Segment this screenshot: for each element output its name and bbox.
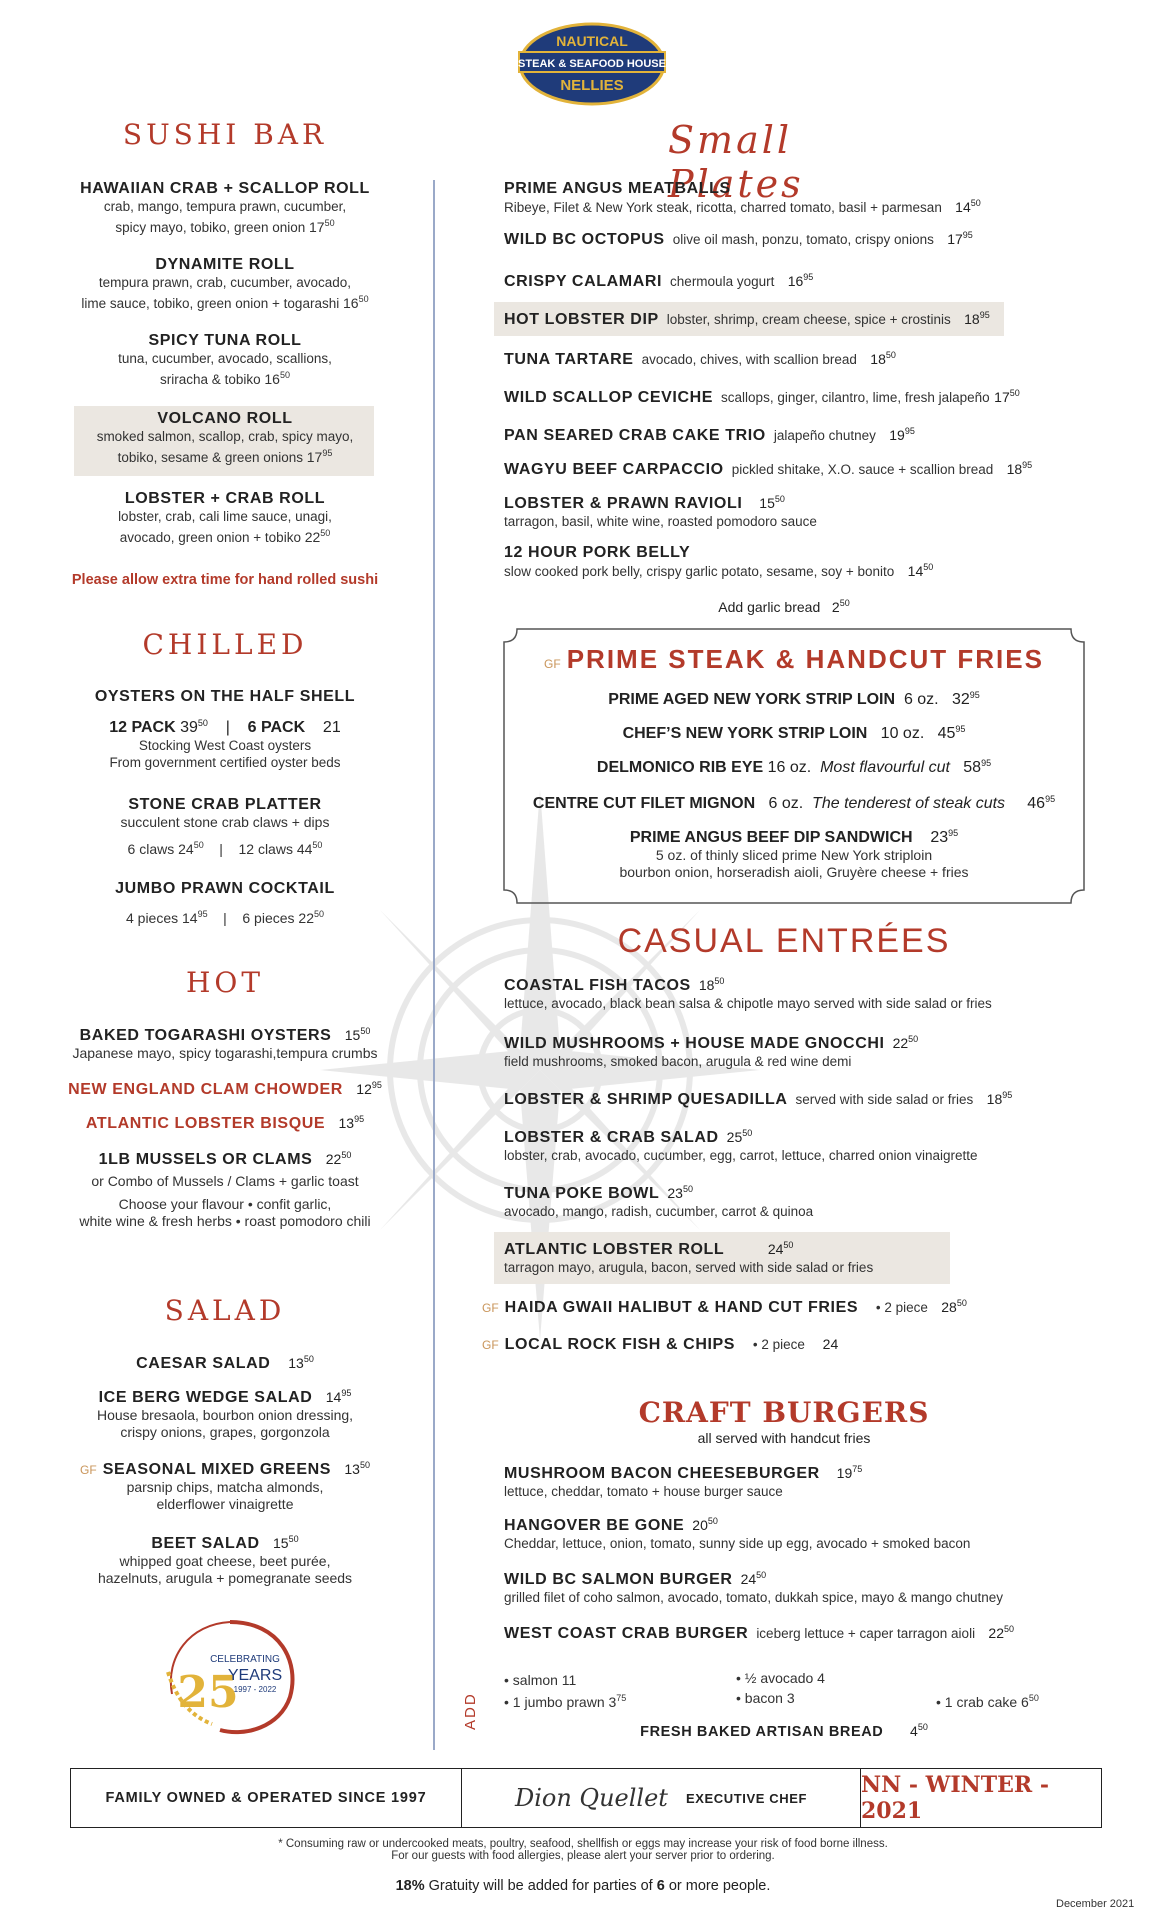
item-price: 24 [767,1241,784,1257]
item-name: LOBSTER & PRAWN RAVIOLI [504,495,743,512]
item-desc: field mushrooms, smoked bacon, arugula & red wine demi [504,1054,852,1069]
item-desc: From government certified oyster beds [109,755,341,770]
item-desc: lobster, shrimp, cream cheese, spice + crostinis [666,312,951,327]
item-cents: 95 [371,1080,382,1090]
addon-prawn-cents: 75 [616,1693,627,1703]
salad-item [40,1534,410,1587]
item-cents: 50 [707,1516,718,1526]
pack6-label: 6 PACK [247,719,306,736]
small-plate-item [504,544,1064,581]
item-cents: 95 [803,272,814,282]
item-name: WAGYU BEEF CARPACCIO [504,461,724,478]
item-desc: avocado, chives, with scallion bread [641,352,857,367]
item-cents: 50 [742,1128,753,1138]
small-plate-item [504,350,1064,369]
item-name: CHEF’S NEW YORK STRIP LOIN [622,725,868,742]
sushi-item [40,256,410,312]
item-cents: 50 [358,294,369,304]
item-desc: House bresaola, bourbon onion dressing, [96,1407,354,1423]
item-desc: smoked salmon, scallop, crab, spicy mayo, [96,429,354,444]
item-name: WILD SCALLOP CEVICHE [504,389,714,406]
chilled-heading: CHILLED [142,628,308,661]
salad-item [40,1460,410,1513]
item-desc: tobiko, sesame & green onions [117,450,303,465]
steak-box [503,628,1085,904]
item-name: DYNAMITE ROLL [155,256,295,273]
burgers-subheading: all served with handcut fries [697,1430,871,1446]
item-desc: lettuce, cheddar, tomato + house burger sauce [504,1484,783,1499]
item-cents: 50 [908,1034,919,1044]
item-desc: lobster, crab, cali lime sauce, unagi, [118,509,332,524]
garlic-bread-addon [504,598,1064,615]
disclaimer-line: * Consuming raw or undercooked meats, poultry, seafood, shellfish or eggs may increase your risk of food borne illness. [278,1838,888,1850]
sushi-note: Please allow extra time for hand rolled sushi [71,572,379,588]
addon-salmon: • salmon 11 [504,1672,577,1688]
chef-cell [462,1769,861,1827]
hot-item [40,1114,410,1133]
claws6: 6 claws 24 [127,841,194,857]
item-name: SPICY TUNA ROLL [148,332,302,349]
menu-date: December 2021 [1056,1898,1135,1910]
item-price: 25 [726,1129,743,1145]
item-desc: white wine & fresh herbs • roast pomodoro chili [79,1213,371,1229]
addon-prawn [504,1690,626,1711]
item-name: FRESH BAKED ARTISAN BREAD [640,1724,884,1740]
item-price: 46 [1027,795,1046,812]
item-cents: 95 [904,426,915,436]
item-name: 12 HOUR PORK BELLY [504,544,691,561]
gratuity-note [0,1878,1166,1894]
addon-crab-label: • 1 crab cake 6 [936,1694,1029,1710]
footer-box [70,1768,1102,1828]
sushi-item [40,490,410,546]
claws12: 12 claws 44 [238,841,313,857]
item-name: 1LB MUSSELS OR CLAMS [98,1151,313,1168]
casual-item [504,1184,1064,1220]
item-desc: sriracha & tobiko [160,372,261,387]
anniversary-number: 25 [177,1667,239,1718]
item-desc: served with side salad or fries [795,1092,974,1107]
item-note: • 2 piece [752,1337,805,1352]
item-name: PRIME AGED NEW YORK STRIP LOIN [608,691,896,708]
burger-item [504,1516,1064,1552]
item-price: 45 [937,725,956,742]
item-desc: crispy onions, grapes, gorgonzola [120,1424,330,1440]
burgers-heading: CRAFT BURGERS [638,1396,930,1429]
anniversary-logo [150,1612,310,1740]
item-desc: slow cooked pork belly, crispy garlic potato, sesame, soy + bonito [504,564,895,579]
small-plate-item [504,426,1064,445]
item-price: 16 [787,273,804,289]
steak-item [503,794,1085,813]
oysters-block: OYSTERS ON THE HALF SHELL 12 PACK $39^{50}$ | 6 PACK 21 Stocking West Coast oysters From government certified oyster beds [40,688,410,771]
garlic-cents: 50 [839,598,850,608]
item-price: 23 [667,1185,683,1201]
item-name: STONE CRAB PLATTER [128,796,322,813]
chef-signature: Dion Quellet [514,1784,668,1812]
item-name: MUSHROOM BACON CHEESEBURGER [504,1465,820,1482]
item-cents: 95 [341,1388,352,1398]
item-name: ICE BERG WEDGE SALAD [98,1389,313,1406]
sushi-item [40,410,410,466]
hot-heading: HOT [185,966,265,999]
item-cents: 50 [682,1184,693,1194]
item-cents: 50 [917,1722,928,1732]
gratuity-text: or more people. [664,1878,771,1894]
sushi-item [40,332,410,388]
item-cents: 95 [962,230,973,240]
item-price: 28 [941,1299,957,1315]
gratuity-party: 6 [656,1878,665,1894]
item-cents: 50 [324,218,335,228]
gluten-free-badge: GF [482,1301,499,1315]
burger-item [504,1624,1064,1643]
item-name: HAWAIIAN CRAB + SCALLOP ROLL [80,180,370,197]
casual-item [504,1034,1064,1070]
gratuity-text: Gratuity will be added for parties of [424,1878,657,1894]
item-name: TUNA TARTARE [504,351,634,368]
item-desc: avocado, mango, radish, cucumber, carrot & quinoa [504,1204,814,1219]
item-desc: spicy mayo, tobiko, green onion [115,220,306,235]
item-desc: iceberg lettuce + caper tarragon aioli [756,1626,976,1641]
addon-crab-cents: 50 [1028,1693,1039,1703]
item-price: 22 [325,1151,342,1167]
salad-item [40,1354,410,1373]
item-price: 15 [272,1535,289,1551]
item-desc: elderflower vinaigrette [156,1496,294,1512]
add-label: ADD [462,1692,479,1730]
item-note: • 2 piece [875,1300,928,1315]
pack12-price: 39 [180,719,198,736]
item-name: LOBSTER + CRAB ROLL [124,490,326,507]
item-price: 17 [947,231,963,247]
gluten-free-badge: GF [482,1338,499,1352]
item-name: LOBSTER & SHRIMP QUESADILLA [504,1091,788,1108]
prawn-block: JUMBO PRAWN COCKTAIL 4 pieces $14^{95}$ | 6 pieces $22^{50}$ [40,880,410,927]
item-cents: 95 [981,758,992,768]
restaurant-logo [517,22,667,106]
item-price: 19 [836,1465,853,1481]
item-cents: 50 [359,1460,370,1470]
item-desc: hazelnuts, arugula + pomegranate seeds [97,1570,353,1586]
item-cents: 50 [783,1240,794,1250]
item-price: 15 [344,1027,361,1043]
item-name: PAN SEARED CRAB CAKE TRIO [504,427,766,444]
item-price: 19 [889,427,905,443]
item-cents: 95 [955,724,966,734]
item-cents: 95 [1045,794,1056,804]
item-desc: avocado, green onion + tobiko [119,530,301,545]
item-name: PRIME ANGUS BEEF DIP SANDWICH [629,829,913,846]
burger-item [504,1464,1064,1500]
item-name: JUMBO PRAWN COCKTAIL [115,880,335,897]
logo-top-text: NAUTICAL [556,33,628,49]
item-price: 17 [306,449,323,465]
item-desc: tempura prawn, crab, cucumber, avocado, [98,275,352,290]
item-name: DELMONICO RIB EYE [596,759,764,776]
steak-item [503,828,1085,881]
family-owned-text: FAMILY OWNED & OPERATED SINCE 1997 [71,1769,462,1827]
casual-item [504,1128,1064,1164]
prawn-4-cents: 95 [197,909,208,919]
small-plate-item [504,180,1064,217]
logo-middle-text: STEAK & SEAFOOD HOUSE [518,58,666,70]
item-price: 4 [910,1723,918,1739]
item-desc: Ribeye, Filet & New York steak, ricotta, charred tomato, basil + parmesan [504,200,942,215]
column-divider [433,180,435,1750]
item-cents: 95 [1022,460,1033,470]
salad-item [40,1388,410,1441]
item-name: CENTRE CUT FILET MIGNON [532,795,756,812]
addon-avocado: • ½ avocado 4 [736,1670,825,1686]
item-desc: whipped goat cheese, beet purée, [119,1553,331,1569]
item-price: 17 [309,219,325,235]
item-cents: 50 [303,1354,314,1364]
item-desc: or Combo of Mussels / Clams + garlic toast [91,1173,359,1189]
item-price: 24 [822,1336,839,1352]
item-desc: tarragon mayo, arugula, bacon, served with side salad or fries [504,1260,874,1275]
steak-item [503,724,1085,743]
item-name: TUNA POKE BOWL [504,1185,660,1202]
prawn-6-cents: 50 [313,909,324,919]
item-cents: 50 [714,976,725,986]
item-cents: 50 [756,1570,767,1580]
item-price: 24 [740,1571,757,1587]
item-desc: jalapeño chutney [773,428,876,443]
item-name: ATLANTIC LOBSTER ROLL [504,1241,725,1258]
item-price: 58 [963,759,982,776]
chef-title: EXECUTIVE CHEF [685,1790,808,1806]
item-name: WILD BC OCTOPUS [504,231,665,248]
season-label: NN - WINTER - 2021 [861,1772,1049,1824]
item-name: VOLCANO ROLL [157,410,293,427]
item-cents: 50 [360,1026,371,1036]
hot-item [40,1080,410,1099]
item-price: 23 [930,829,949,846]
item-size: 6 oz. [903,691,939,708]
item-desc: grilled filet of coho salmon, avocado, tomato, dukkah spice, mayo & mango chutney [504,1590,1004,1605]
item-price: 14 [907,563,924,579]
item-size: 6 oz. [768,795,804,812]
steak-heading: PRIME STEAK & HANDCUT FRIES [566,644,1044,674]
item-cents: 50 [288,1534,299,1544]
item-price: 22 [304,529,321,545]
item-cents: 50 [279,370,290,380]
small-plate-item [504,230,1064,249]
item-price: 18 [986,1091,1003,1107]
item-cents: 95 [1002,1090,1013,1100]
item-cents: 75 [852,1464,863,1474]
steak-item [503,758,1085,777]
casual-item [504,1240,1064,1276]
gluten-free-badge: GF [80,1463,97,1477]
item-size: 16 oz. [767,759,812,776]
artisan-bread [504,1722,1064,1741]
item-desc: parsnip chips, matcha almonds, [126,1479,324,1495]
item-cents: 50 [923,562,934,572]
item-name: HAIDA GWAII HALIBUT & HAND CUT FRIES [504,1299,859,1316]
item-cents: 95 [948,828,959,838]
steak-item [503,690,1085,709]
item-cents: 50 [320,528,331,538]
item-price: 18 [698,977,715,993]
logo-bottom-text: NELLIES [560,77,624,94]
item-desc: tarragon, basil, white wine, roasted pomodoro sauce [504,514,817,529]
claws6-cents: 50 [193,840,204,850]
item-price: 22 [988,1625,1004,1641]
item-price: 16 [342,295,359,311]
item-desc: lime sauce, tobiko, green onion + togarashi [81,296,340,311]
item-name: LOCAL ROCK FISH & CHIPS [504,1336,736,1353]
item-desc: Cheddar, lettuce, onion, tomato, sunny side up egg, avocado + smoked bacon [504,1536,971,1551]
garlic-label: Add garlic bread [718,599,821,615]
add-label-wrap [462,1680,486,1740]
item-desc: 5 oz. of thinly sliced prime New York striploin [655,847,933,863]
small-plate-item [504,310,1064,329]
item-note: Most flavourful cut [820,759,950,776]
item-cents: 50 [1004,1624,1015,1634]
claws12-cents: 50 [312,840,323,850]
item-note: The tenderest of steak cuts [812,795,1006,812]
gluten-free-badge: GF [544,657,561,671]
item-price: 20 [692,1517,708,1533]
item-name: HANGOVER BE GONE [504,1517,685,1534]
item-price: 13 [344,1461,360,1477]
small-plate-item [504,272,1064,291]
hot-item [40,1026,410,1062]
disclaimer-line: For our guests with food allergies, please alert your server prior to ordering. [391,1850,775,1862]
stone-crab-block: STONE CRAB PLATTER succulent stone crab claws + dips 6 claws $24^{50}$ | 12 claws $44^{50}$ [40,796,410,858]
item-desc: Japanese mayo, spicy togarashi,tempura crumbs [72,1045,378,1061]
small-plates-heading: Small Plates [668,118,804,206]
item-desc: chermoula yogurt [670,274,775,289]
item-name: WILD MUSHROOMS + HOUSE MADE GNOCCHI [504,1035,885,1052]
item-desc: Choose your flavour • confit garlic, [118,1196,332,1212]
item-name: OYSTERS ON THE HALF SHELL [94,688,356,705]
item-name: PRIME ANGUS MEATBALLS [504,180,731,197]
item-cents: 95 [354,1114,365,1124]
item-name: CRISPY CALAMARI [504,273,663,290]
prawn-4: 4 pieces 14 [125,910,198,926]
item-name: BEET SALAD [151,1535,260,1552]
pack12-cents: 50 [197,718,208,728]
item-desc: tuna, cucumber, avocado, scallions, [118,351,332,366]
casual-item [482,1336,1062,1354]
item-price: 16 [264,371,280,387]
item-cents: 50 [885,350,896,360]
item-price: 14 [325,1389,342,1405]
item-price: 22 [892,1035,909,1051]
item-name: COASTAL FISH TACOS [504,977,691,994]
item-desc: succulent stone crab claws + dips [120,814,330,830]
item-price: 18 [870,351,886,367]
item-cents: 50 [956,1298,967,1308]
item-desc: bourbon onion, horseradish aioli, Gruyère cheese + fries [619,864,969,880]
small-plate-item [504,494,1064,530]
anniversary-range: 1997 - 2022 [233,1685,277,1694]
item-name: HOT LOBSTER DIP [504,311,659,328]
pack6-price: 21 [322,719,341,736]
item-name: WEST COAST CRAB BURGER [504,1625,749,1642]
item-name: CAESAR SALAD [136,1355,271,1372]
item-price: 17 [994,389,1010,405]
item-price: 14 [955,199,971,215]
addon-crab-cake [936,1690,1039,1711]
item-desc: crab, mango, tempura prawn, cucumber, [103,199,347,214]
disclaimer [0,1838,1166,1862]
casual-heading: CASUAL ENTRÉES [617,922,951,960]
item-cents: 95 [322,448,333,458]
item-cents: 95 [979,310,990,320]
casual-item [482,1298,1062,1317]
item-name: LOBSTER & CRAB SALAD [504,1129,719,1146]
anniversary-years: YEARS [227,1667,283,1684]
item-price: 12 [356,1081,372,1097]
pack12-label: 12 PACK [109,719,176,736]
item-desc: pickled shitake, X.O. sauce + scallion bread [731,462,994,477]
addon-bacon: • bacon 3 [736,1690,795,1706]
small-plate-item [504,460,1064,479]
addon-prawn-label: • 1 jumbo prawn 3 [504,1694,617,1710]
garlic-price: 2 [831,599,840,615]
sushi-item [40,180,410,236]
sushi-heading: SUSHI BAR [122,118,328,151]
gratuity-percent: 18% [395,1878,425,1894]
item-cents: 50 [774,494,785,504]
item-name: NEW ENGLAND CLAM CHOWDER [68,1081,343,1098]
item-desc: olive oil mash, ponzu, tomato, crispy onions [672,232,934,247]
item-price: 13 [288,1355,304,1371]
item-name: SEASONAL MIXED GREENS [102,1461,332,1478]
item-cents: 50 [970,198,981,208]
small-plate-item [504,388,1064,407]
item-size: 10 oz. [880,725,925,742]
item-desc: lobster, crab, avocado, cucumber, egg, carrot, lettuce, charred onion vinaigrette [504,1148,978,1163]
casual-item [504,976,1064,1012]
item-desc: scallops, ginger, cilantro, lime, fresh jalapeño [721,390,990,405]
item-name: ATLANTIC LOBSTER BISQUE [85,1115,326,1132]
item-price: 15 [759,495,775,511]
item-cents: 50 [341,1150,352,1160]
item-desc: lettuce, avocado, black bean salsa & chipotle mayo served with side salad or fries [504,996,992,1011]
item-cents: 50 [1009,388,1020,398]
item-price: 18 [964,311,980,327]
item-price: 13 [338,1115,355,1131]
item-name: WILD BC SALMON BURGER [504,1571,733,1588]
item-price: 32 [951,691,970,708]
item-desc: Stocking West Coast oysters [138,738,312,753]
hot-item [40,1150,410,1230]
item-name: BAKED TOGARASHI OYSTERS [79,1027,332,1044]
casual-item [504,1090,1064,1109]
burger-item [504,1570,1064,1606]
item-price: 18 [1006,461,1023,477]
salad-heading: SALAD [164,1294,286,1327]
prawn-6: 6 pieces 22 [242,910,314,926]
item-cents: 95 [969,690,980,700]
anniversary-celebrating: CELEBRATING [210,1654,280,1665]
